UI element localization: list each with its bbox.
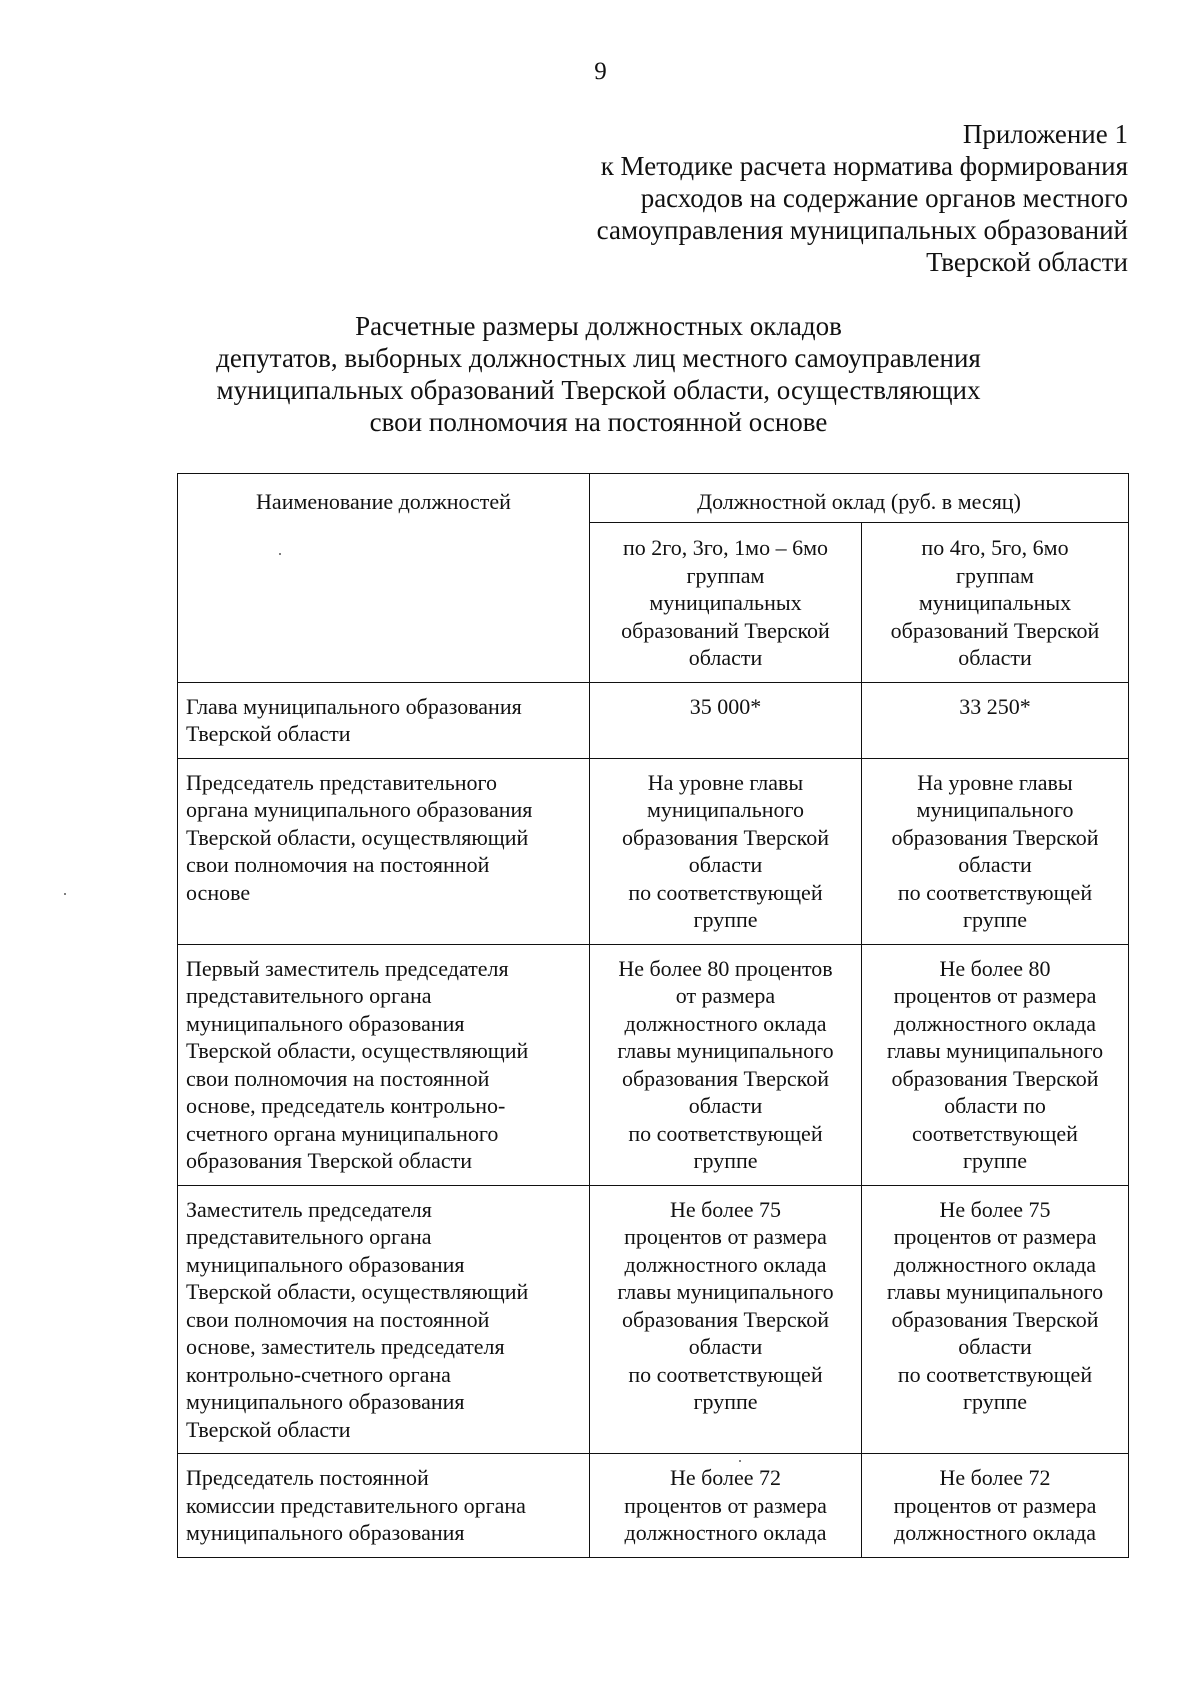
appendix-line: Приложение 1 (962, 119, 1128, 149)
salary-value-a: Не более 72 процентов от размера должностного оклада (590, 1454, 862, 1558)
position-name: Глава муниципального образования Тверской области (178, 682, 590, 758)
header-salary-group: Должностной оклад (руб. в месяц) (590, 474, 1129, 523)
salary-value-a: Не более 80 процентов от размера должностного оклада главы муниципального образования Тверской области по соответствующей группе (590, 944, 862, 1185)
salary-value-b: На уровне главы муниципального образования Тверской области по соответствующей группе (862, 758, 1129, 944)
salary-value-b: Не более 80 процентов от размера должностного оклада главы муниципального образования Тверской области по соответствующей группе (862, 944, 1129, 1185)
page-number: 9 (594, 58, 607, 85)
title-line: муниципальных образований Тверской области, осуществляющих (216, 375, 981, 405)
title-line: Расчетные размеры должностных окладов (355, 311, 842, 341)
scan-speck (739, 1460, 741, 1462)
scan-speck (279, 553, 281, 555)
position-name: Первый заместитель председателя представительного органа муниципального образования Тверской области, осуществляющий свои полномочия на постоянной основе, председатель контрольно- счетного органа муниципального образования Тверской области (178, 944, 590, 1185)
position-name: Заместитель председателя представительного органа муниципального образования Тверской области, осуществляющий свои полномочия на постоянной основе, заместитель председателя контрольно-счетного органа муниципального образования Тверской области (178, 1185, 590, 1454)
appendix-line: к Методике расчета норматива формирования (600, 151, 1128, 181)
appendix-line: Тверской области (926, 247, 1128, 277)
salary-value-b: 33 250* (862, 682, 1129, 758)
salary-table (177, 473, 1129, 1558)
document-title (0, 310, 1200, 438)
table-row (178, 1185, 1129, 1454)
position-name: Председатель представительного органа муниципального образования Тверской области, осуществляющий свои полномочия на постоянной основе (178, 758, 590, 944)
table-row (178, 944, 1129, 1185)
table-header-row (178, 474, 1129, 523)
scan-speck (64, 893, 66, 895)
appendix-line: самоуправления муниципальных образований (596, 215, 1128, 245)
salary-value-a: Не более 75 процентов от размера должностного оклада главы муниципального образования Тверской области по соответствующей группе (590, 1185, 862, 1454)
table-row (178, 682, 1129, 758)
header-groups-b: по 4го, 5го, 6мо группам муниципальных образований Тверской области (862, 523, 1129, 683)
header-position-name: Наименование должностей (178, 474, 590, 683)
header-groups-a: по 2го, 3го, 1мо – 6мо группам муниципальных образований Тверской области (590, 523, 862, 683)
table-row (178, 758, 1129, 944)
appendix-heading (597, 118, 1128, 278)
title-line: депутатов, выборных должностных лиц местного самоуправления (216, 343, 981, 373)
title-line: свои полномочия на постоянной основе (369, 407, 828, 437)
salary-value-b: Не более 72 процентов от размера должностного оклада (862, 1454, 1129, 1558)
salary-value-a: На уровне главы муниципального образования Тверской области по соответствующей группе (590, 758, 862, 944)
position-name: Председатель постоянной комиссии представительного органа муниципального образования (178, 1454, 590, 1558)
appendix-line: расходов на содержание органов местного (640, 183, 1128, 213)
table-row (178, 1454, 1129, 1558)
salary-value-b: Не более 75 процентов от размера должностного оклада главы муниципального образования Тверской области по соответствующей группе (862, 1185, 1129, 1454)
salary-value-a: 35 000* (590, 682, 862, 758)
